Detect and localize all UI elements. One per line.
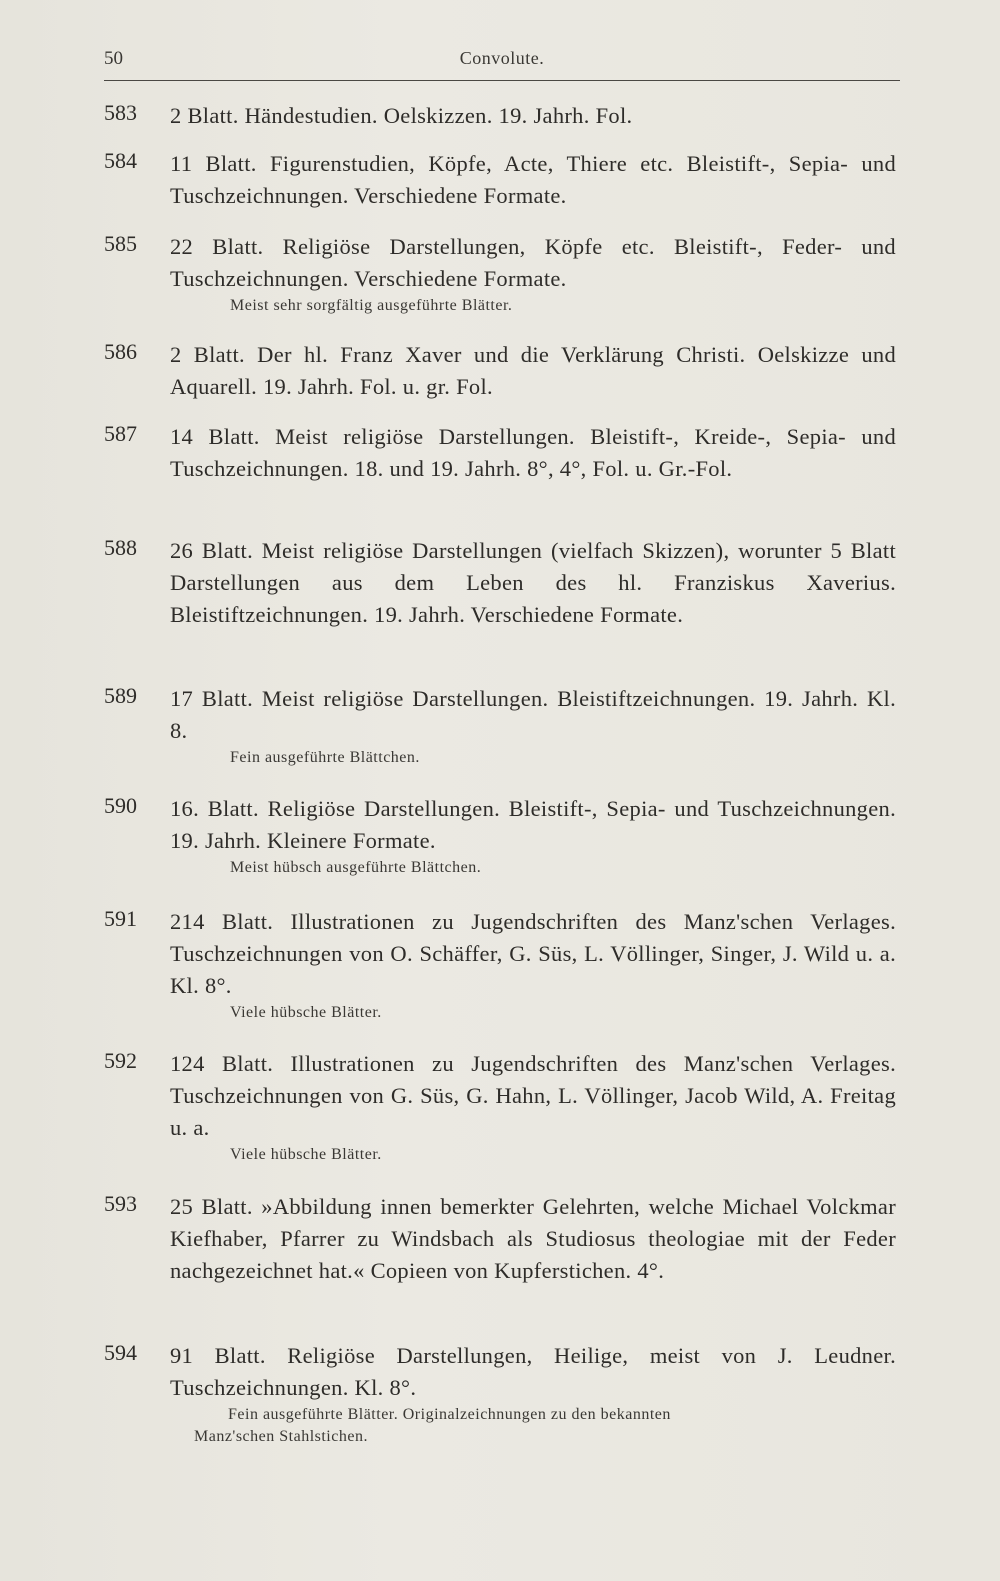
entry-text: 14 Blatt. Meist religiöse Darstellungen. Bleistift-, Kreide-, Sepia- und Tuschzeichnungen. 18. und 19. Jahrh. 8°, 4°, Fol. u. Gr.-Fol.: [170, 424, 896, 481]
entry-number: 585: [104, 231, 137, 256]
entry-note: Fein ausgeführte Blättchen.: [230, 749, 420, 766]
entry-number: 586: [104, 339, 137, 364]
entry-number: 591: [104, 906, 137, 931]
entry-note: [194, 1404, 894, 1448]
catalog-entry: [100, 793, 900, 879]
catalog-entry: [100, 1340, 900, 1448]
entry-number: 592: [104, 1048, 137, 1073]
entry-text: 22 Blatt. Religiöse Darstellungen, Köpfe etc. Bleistift-, Feder- und Tuschzeichnungen. Verschiedene Formate.: [170, 234, 896, 291]
catalog-entry: [100, 421, 900, 485]
page-header: [104, 48, 900, 78]
entry-number: 594: [104, 1340, 137, 1365]
entry-number: 584: [104, 148, 137, 173]
entry-note: Meist hübsch ausgeführte Blättchen.: [230, 859, 482, 876]
entry-number: 593: [104, 1191, 137, 1216]
running-title: Convolute.: [459, 48, 545, 68]
catalog-entry: [100, 535, 900, 631]
entry-text: 124 Blatt. Illustrationen zu Jugendschriften des Manz'schen Verlages. Tuschzeichnungen von G. Süs, G. Hahn, L. Völlinger, Jacob Wild, A. Freitag u. a.: [170, 1051, 896, 1140]
catalog-entry: [100, 231, 900, 317]
catalog-entry: [100, 1048, 900, 1166]
entry-number: 583: [104, 100, 137, 125]
catalog-entry: [100, 906, 900, 1024]
entry-note-continuation: Manz'schen Stahlstichen.: [194, 1428, 368, 1445]
entry-text: 11 Blatt. Figurenstudien, Köpfe, Acte, Thiere etc. Bleistift-, Sepia- und Tuschzeichnungen. Verschiedene Formate.: [170, 151, 896, 208]
catalog-entry: [100, 683, 900, 769]
entry-text: 26 Blatt. Meist religiöse Darstellungen (vielfach Skizzen), worunter 5 Blatt Darstellungen aus dem Leben des hl. Franziskus Xaverius. Bleistiftzeichnungen. 19. Jahrh. Verschiedene Formate.: [170, 538, 896, 627]
entry-note: Meist sehr sorgfältig ausgeführte Blätter.: [230, 297, 513, 314]
entry-note: Viele hübsche Blätter.: [230, 1146, 382, 1163]
entry-text: 2 Blatt. Der hl. Franz Xaver und die Verklärung Christi. Oelskizze und Aquarell. 19. Jahrh. Fol. u. gr. Fol.: [170, 342, 896, 399]
entry-text: 25 Blatt. »Abbildung innen bemerkter Gelehrten, welche Michael Volckmar Kiefhaber, Pfarrer zu Windsbach als Studiosus theologiae mit der Feder nachgezeichnet hat.« Copieen von Kupferstichen. 4°.: [170, 1194, 896, 1283]
page-number: 50: [104, 48, 123, 69]
entry-number: 590: [104, 793, 137, 818]
entry-number: 587: [104, 421, 137, 446]
catalog-entry: [100, 1191, 900, 1287]
entry-text: 214 Blatt. Illustrationen zu Jugendschriften des Manz'schen Verlages. Tuschzeichnungen von O. Schäffer, G. Süs, L. Völlinger, Singer, J. Wild u. a. Kl. 8°.: [170, 909, 896, 998]
catalog-entry: [100, 339, 900, 403]
entry-number: 588: [104, 535, 137, 560]
catalog-entry: [100, 148, 900, 212]
header-rule: [104, 80, 900, 81]
entry-text: 91 Blatt. Religiöse Darstellungen, Heilige, meist von J. Leudner. Tuschzeichnungen. Kl. 8°.: [170, 1343, 896, 1400]
entry-number: 589: [104, 683, 137, 708]
entry-note: Viele hübsche Blätter.: [230, 1004, 382, 1021]
entry-text: 17 Blatt. Meist religiöse Darstellungen. Bleistiftzeichnungen. 19. Jahrh. Kl. 8.: [170, 686, 896, 743]
entry-text: 2 Blatt. Händestudien. Oelskizzen. 19. Jahrh. Fol.: [170, 103, 633, 128]
entry-note-text: Fein ausgeführte Blätter. Originalzeichnungen zu den bekannten: [228, 1406, 671, 1423]
catalog-entry: [100, 100, 900, 132]
entry-text: 16. Blatt. Religiöse Darstellungen. Bleistift-, Sepia- und Tuschzeichnungen. 19. Jahrh. Kleinere Formate.: [170, 796, 896, 853]
